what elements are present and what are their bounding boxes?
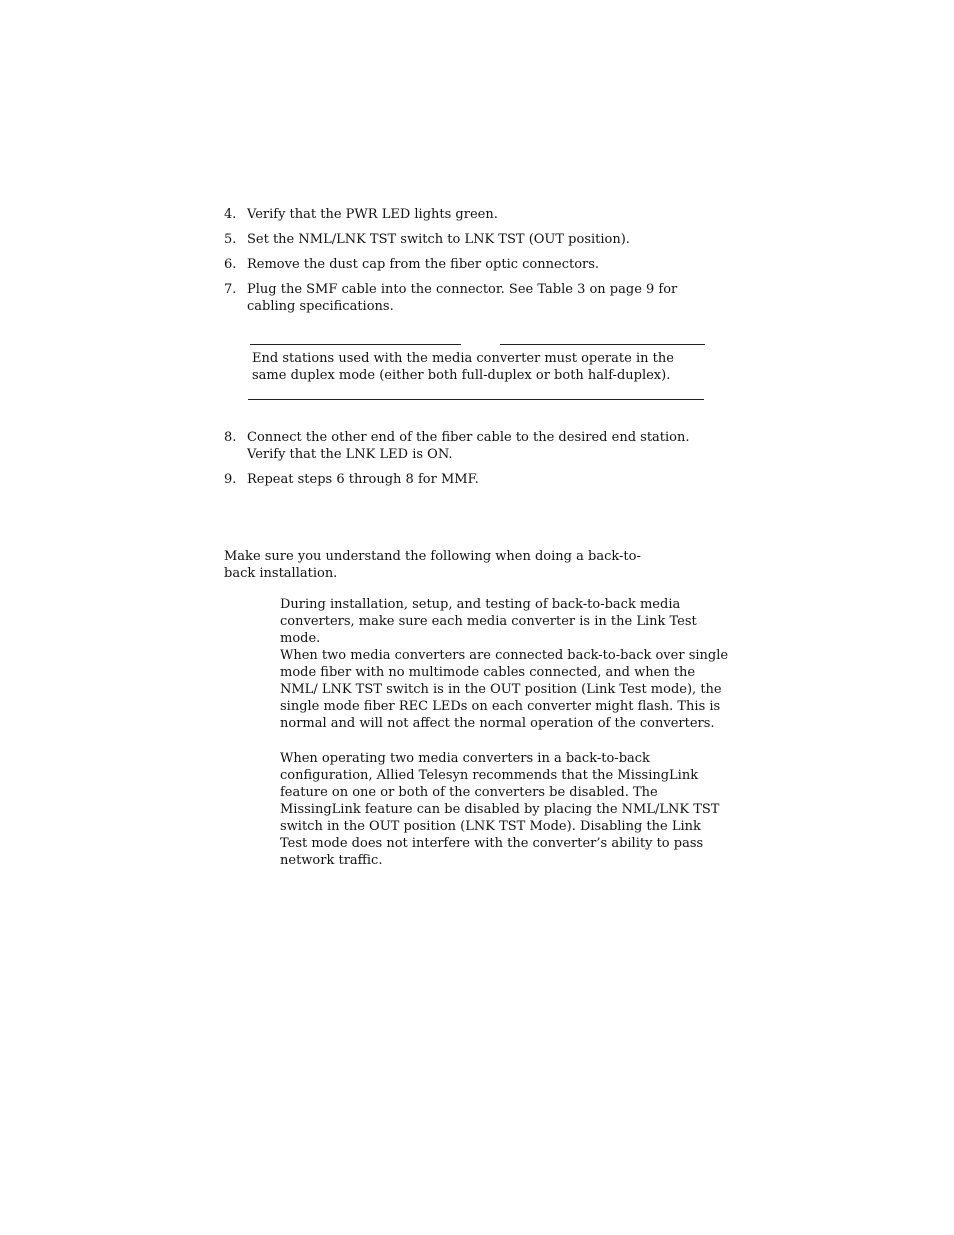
step-text: Remove the dust cap from the fiber optic connectors. [247,257,600,272]
step-number: 7. [224,282,237,297]
bullet-item: When operating two media converters in a back-to-back configuration, Allied Telesyn recommends that the MissingLink feature on one or both of the converters be disabled. The MissingLink feature can be disabled by placing the NML/LNK TST switch in the OUT position (LNK TST Mode). Disabling the Link Test mode does not interfere with the converter’s ability to pass network traffic. [280,751,720,868]
step-number: 8. [224,430,237,445]
intro-paragraph: Make sure you understand the following when doing a back-to-back installation. [224,549,641,581]
step-number: 6. [224,257,237,272]
note-text: End stations used with the media converter must operate in the same duplex mode (either both full-duplex or both half-duplex). [252,351,674,383]
note-bottom-rule [248,399,704,400]
step-number: 4. [224,207,237,222]
step-text: Set the NML/LNK TST switch to LNK TST (OUT position). [247,232,630,247]
step-text: Verify that the PWR LED lights green. [247,207,498,222]
note-top-rule-right [500,344,705,345]
step-number: 5. [224,232,237,247]
bullet-item: During installation, setup, and testing of back-to-back media converters, make sure each media converter is in the Link Test mode. [280,597,697,646]
bullet-item: When two media converters are connected back-to-back over single mode fiber with no multimode cables connected, and when the NML/ LNK TST switch is in the OUT position (Link Test mode), the single mode fiber REC LEDs on each converter might flash. This is normal and will not affect the normal operation of the converters. [280,648,729,731]
step-number: 9. [224,472,237,487]
step-text: Plug the SMF cable into the connector. See Table 3 on page 9 for cabling specifications. [247,282,678,314]
note-top-rule-left [250,344,461,345]
step-text: Connect the other end of the fiber cable to the desired end station. Verify that the LNK LED is ON. [247,430,690,462]
step-text: Repeat steps 6 through 8 for MMF. [247,472,479,487]
